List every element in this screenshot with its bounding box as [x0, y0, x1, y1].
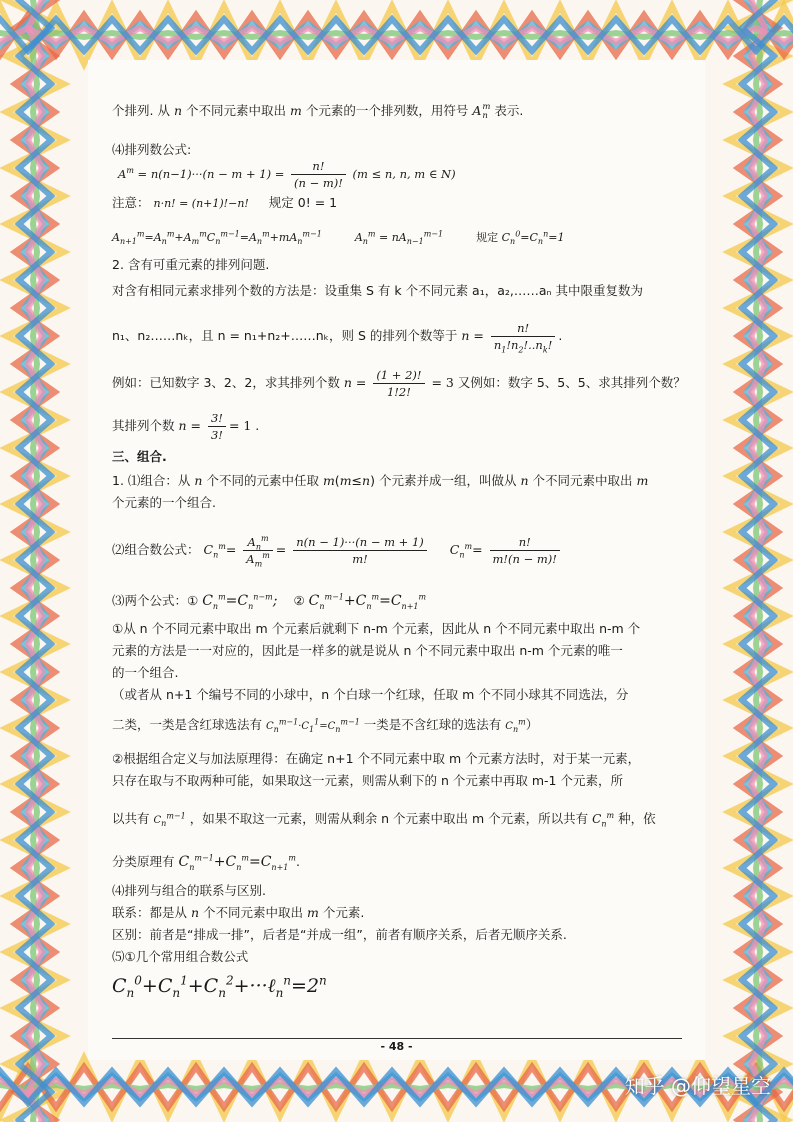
- combination-formula: ⑵组合数公式： $C_n^m=$ $\frac{A_n^m}{A_m^m}$ = $\frac{n(n - 1)\cdot\cdot\cdot(n - m + 1)}{m!}$ $C_n^m=$ $\frac{n!}{m!(n - m)!}$: [112, 522, 684, 578]
- proof-1-line-2: 元素的方法是一一对应的，因此是一样多的就是说从 n 个不同元素中取出 n-m 个元素的唯一: [112, 643, 623, 658]
- proof-2-line-1: ②根据组合定义与加法原理得：在确定 n+1 个不同元素中取 m 个元素方法时，对于某一元素，: [112, 751, 641, 766]
- section-2-title: 2. 含有可重元素的排列问题.: [112, 257, 270, 272]
- line-formula-label: ⑷排列数公式:: [112, 142, 192, 157]
- section-2-para-1: 对含有相同元素求排列个数的方法是：设重集 S 有 k 个不同元素 a₁，a₂,……aₙ 其中限重复数为: [112, 283, 643, 298]
- text: 分类原理有: [112, 854, 175, 869]
- note-label: 注意：: [112, 195, 150, 210]
- text: ⑶两个公式：①: [112, 593, 199, 608]
- rule-label: 规定: [476, 231, 499, 244]
- line-permutation-def: 个排列. 从 n 个不同元素中取出 m 个元素的一个排列数，用符号 A m n 表示.: [112, 101, 524, 121]
- proof-1-line-1: ①从 n 个不同元素中取出 m 个元素后就剩下 n-m 个元素，因此从 n 个不同元素中取出 n-m 个: [112, 621, 641, 636]
- text: 1. ⑴组合：从: [112, 473, 191, 488]
- section-2-para-2: n₁、n₂……nₖ，且 n = n₁+n₂+……nₖ，则 S 的排列个数等于 n = $\frac{n!}{n_1!n_2!..n_k!}$ .: [112, 321, 563, 355]
- text: 例如：已知数字 3、2、2，求其排列个数: [112, 375, 340, 390]
- formula-condition: (m ≤ n, n, m ∈ N): [352, 167, 456, 181]
- border-stripe: [33, 0, 37, 1122]
- section-3-title: 三、组合.: [112, 449, 167, 464]
- proof-2-line-2: 只存在取与不取两种可能，如果取这一元素，则需从剩下的 n 个元素中再取 m-1 个元素，所: [112, 773, 623, 788]
- text: 以共有: [112, 811, 150, 826]
- text: ⑵组合数公式：: [112, 542, 200, 557]
- text: 种，依: [618, 811, 656, 826]
- text: 其排列个数: [112, 418, 175, 433]
- combination-def: 1. ⑴组合：从 n 个不同的元素中任取 m(m≤n) 个元素并成一组，叫做从 n 个不同元素中取出 m: [112, 473, 649, 488]
- text: 个不同元素中取出: [185, 103, 286, 118]
- combination-def-cont: 个元素的一个组合.: [112, 495, 216, 510]
- proof-1-line-3: 的一个组合.: [112, 665, 179, 680]
- document-body: [112, 100, 684, 1004]
- formula-sum-of-combinations: $C_n^0+C_n^1+C_n^2+\cdot\cdot\cdot\ell_n^n=2^n$: [112, 973, 327, 1000]
- text: 表示.: [494, 103, 524, 118]
- relation-title: ⑷排列与组合的联系与区别.: [112, 883, 266, 898]
- line-note: 注意： n·n! = (n+1)!−n! 规定 0! = 1: [112, 195, 338, 210]
- formula-permutation: $A^m = n(n-1)\cdot\cdot\cdot(n - m + 1)$ = $\frac{n!}{(n - m)!}$ (m ≤ n, n, m ∈ N): [118, 159, 456, 190]
- text: n₁、n₂……nₖ，且 n = n₁+n₂+……nₖ，则 S 的排列个数等于: [112, 328, 458, 343]
- footer-rule: [112, 1038, 682, 1039]
- relation-line-1: 联系：都是从 n 个不同元素中取出 m 个元素.: [112, 905, 365, 920]
- two-formulas: ⑶两个公式：① $C_n^m=C_n^{n-m}$; ② $C_n^{m-1}+C_n^m=C_{n+1}^m$: [112, 592, 427, 611]
- border-stripe: [756, 0, 760, 1122]
- common-formulas-title: ⑸①几个常用组合数公式: [112, 949, 249, 964]
- relation-line-2: 区别：前者是“排成一排”，后者是“并成一组”，前者有顺序关系，后者无顺序关系.: [112, 927, 567, 942]
- text: 又例如：数字 5、5、5、求其排列个数？: [457, 375, 686, 390]
- text: 个不同的元素中任取: [206, 473, 319, 488]
- text: 个元素的一个排列数，用符号: [305, 103, 469, 118]
- text: 个排列. 从: [112, 103, 170, 118]
- text: 个元素.: [322, 905, 365, 920]
- text: 个不同元素中取出: [203, 905, 304, 920]
- proof-2-line-3: 以共有 $C_n^{m-1}$ ，如果不取这一元素，则需从剩余 n 个元素中取出 m 个元素，所以共有 $C_n^m$ 种，依: [112, 811, 656, 829]
- text: 二类，一类是含红球选法有: [112, 717, 263, 732]
- text: ，如果不取这一元素，则需从剩余 n 个元素中取出 m 个元素，所以共有: [189, 811, 589, 826]
- section-2-example: 例如：已知数字 3、2、2，求其排列个数 n = $\frac{(1 + 2)!}{1!2!}$ = 3 又例如：数字 5、5、5、求其排列个数？: [112, 368, 686, 399]
- proof-1-line-5: 二类，一类是含红球选法有 $C_n^{m-1}\cdot C_1^1=C_n^{m-1}$ 一类是不含红球的选法有 $C_n^m$）: [112, 717, 539, 734]
- rule-zero-factorial: 规定 0! = 1: [268, 195, 338, 210]
- proof-2-line-4: 分类原理有 $C_n^{m-1}+C_n^m=C_{n+1}^m$.: [112, 853, 300, 872]
- proof-1-line-4: （或者从 n+1 个编号不同的小球中，n 个白球一个红球，任取 m 个不同小球其不同选法，分: [112, 687, 629, 702]
- section-2-example-result: 其排列个数 n = $\frac{3!}{3!}$ = 1 .: [112, 411, 260, 442]
- text: 个不同元素中取出: [532, 473, 633, 488]
- text: 一类是不含红球的选法有: [363, 717, 502, 732]
- text: 个元素并成一组，叫做从: [378, 473, 517, 488]
- formula-identities: $A_{n+1}^m=A_n^m+A_m^mC_n^{m-1}=A_n^m+mA_n^{m-1}$ $A_n^m = nA_{n-1}^{m-1}$ 规定 $C_n^0=C_n^n=1$: [112, 229, 565, 247]
- page-number: - 48 -: [380, 1040, 413, 1053]
- watermark: 知乎 @仰望星空: [624, 1074, 771, 1098]
- text: 联系：都是从: [112, 905, 188, 920]
